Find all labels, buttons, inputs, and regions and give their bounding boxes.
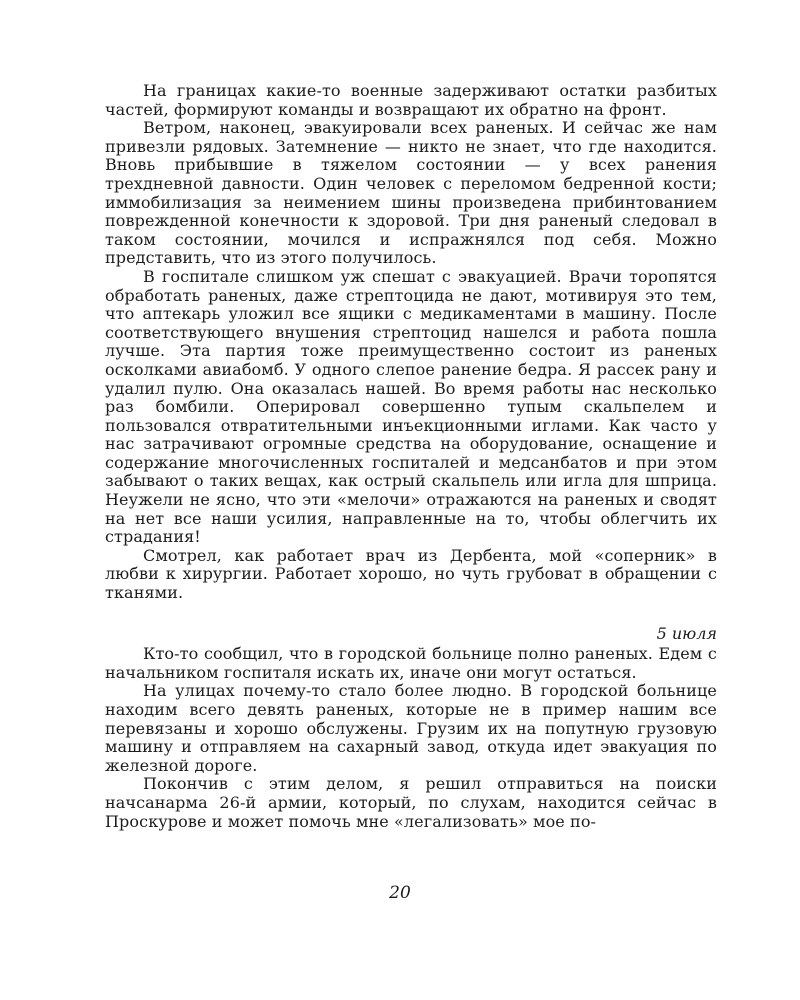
diary-date-heading: 5 июля: [656, 623, 717, 643]
paragraph: На границах какие-то военные задерживают остатки разбитых частей, формируют команды и возвращают их обратно на фронт.: [105, 81, 717, 119]
paragraph: Ветром, наконец, эвакуировали всех раненых. И сейчас же нам привезли рядовых. Затемнение — никто не знает, что где находится. Вновь прибывшие в тяжелом состоянии — у всех ранения трехдневной давности. Один человек с переломом бедренной кости; иммобилизация за неимением шины произведена прибинтованием поврежденной конечности к здоровой. Три дня раненый следовал в таком состоянии, мочился и испражнялся под себя. Можно представить, что из этого получилось.: [105, 118, 717, 268]
paragraph: Покончив с этим делом, я решил отправиться на поиски начсанарма 26-й армии, который, по слухам, находится сейчас в Проскурове и может помочь мне «легализовать» мое по-: [105, 774, 717, 831]
book-page: [105, 82, 717, 831]
paragraph: Смотрел, как работает врач из Дербента, мой «соперник» в любви к хирургии. Работает хорошо, но чуть грубоват в обращении с тканями.: [105, 545, 717, 603]
paragraph: На улицах почему-то стало более людно. В городской больнице находим всего девять раненых, которые не в пример нашим все перевязаны и хорошо обслужены. Грузим их на попутную грузовую машину и отправляем на сахарный завод, откуда идет эвакуация по железной дороге.: [105, 681, 717, 775]
paragraph: Кто-то сообщил, что в городской больнице полно раненых. Едем с начальником госпиталя искать их, иначе они могут остаться.: [105, 644, 717, 682]
page-number: 20: [389, 883, 411, 903]
section-spacer: [105, 603, 717, 625]
paragraph: В госпитале слишком уж спешат с эвакуацией. Врачи торопятся обработать раненых, даже стрептоцида не дают, мотивируя это тем, что аптекарь уложил все ящики с медикаментами в машину. После соответствующего внушения стрептоцид нашелся и работа пошла лучше. Эта партия тоже преимущественно состоит из раненых осколками авиабомб. У одного слепое ранение бедра. Я рассек рану и удалил пулю. Она оказалась нашей. Во время работы нас несколько раз бомбили. Оперировал совершенно тупым скальпелем и пользовался отвратительными инъекционными иглами. Как часто у нас затрачивают огромные средства на оборудование, оснащение и содержание многочисленных госпиталей и медсанбатов и при этом забывают о таких вещах, как острый скальпель или игла для шприца. Неужели не ясно, что эти «мелочи» отражаются на раненых и сводят на нет все наши усилия, направленные на то, чтобы облегчить их страдания!: [105, 266, 717, 547]
